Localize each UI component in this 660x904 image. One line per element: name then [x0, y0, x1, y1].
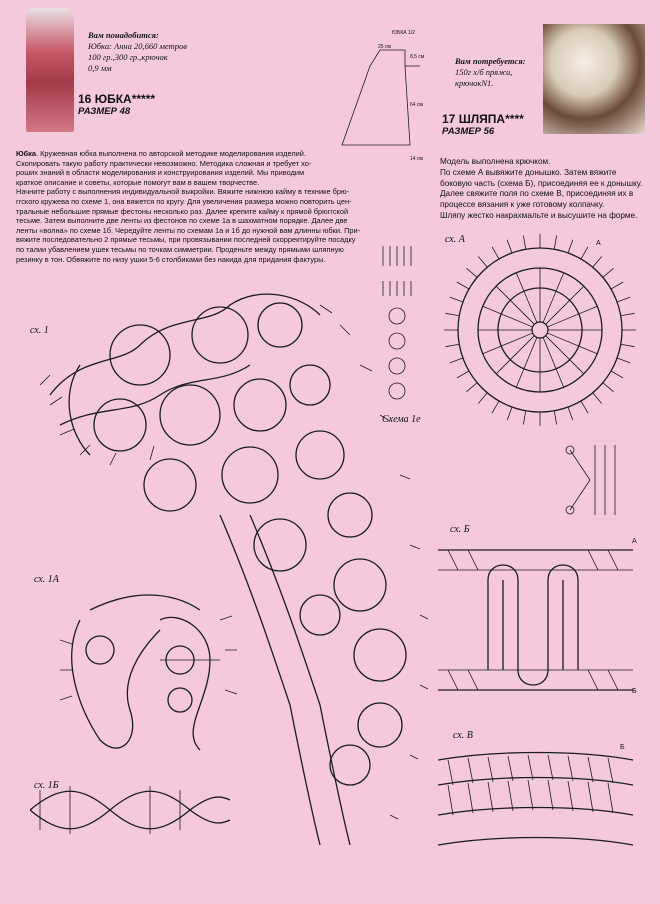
skirt-materials-line: 100 гр.,300 гр.,крючок — [88, 52, 168, 62]
text-line: резинку в тон. Обвяжите по низу ушки 5-6 столбиками без накида для придания фактуры. — [16, 254, 326, 264]
text-line: краткое описание и советы, которые помогут вам в вашем творчестве. — [16, 177, 260, 187]
hat-size: РАЗМЕР 56 — [442, 126, 495, 137]
ray-line — [450, 297, 463, 302]
ray-line — [554, 411, 556, 425]
spoke-line — [546, 286, 584, 324]
skirt-materials — [88, 30, 187, 74]
ray-line — [457, 282, 469, 289]
ray-line — [507, 240, 512, 253]
ray-line — [478, 256, 487, 267]
skirt-instructions-lead: Юбка — [16, 149, 36, 158]
spoke-line — [496, 286, 534, 324]
text-line: . Кружевная юбка выполнена по авторской методике моделирования изделий. — [36, 149, 306, 158]
text-line: тральные небольшие прямые фестоны несколько раз. Далее крепите кайму к прямой брюггской — [16, 206, 349, 216]
skirt-badge — [78, 92, 155, 117]
hat-instructions — [440, 157, 655, 222]
ray-line — [603, 383, 614, 392]
ray-line — [617, 297, 630, 302]
label-sx1e: Схема 1е — [382, 414, 421, 425]
pattern-dim: 25 см — [378, 44, 391, 50]
label-sx1B: сх. 1Б — [34, 780, 59, 791]
ray-line — [611, 371, 623, 378]
ray-line — [507, 407, 512, 420]
ray-line — [445, 344, 459, 346]
text-line: роших знаний в области моделирования и конструирования изделий. Мы приводим — [16, 168, 305, 178]
ray-line — [621, 344, 635, 346]
skirt-instructions — [16, 149, 426, 264]
text-line: ленты «волна» по схеме 1б. Чередуйте ленты по схемам 1а и 1б до нужной вам длинны юбки. При- — [16, 225, 361, 235]
text-line: Скопировать такую работу практически невозможно. Методика сложная и требует хо- — [16, 158, 312, 168]
spoke-line — [516, 337, 537, 387]
spoke-line — [543, 337, 564, 387]
hat-detail-fragment — [560, 440, 630, 520]
hat-diagram-b — [438, 540, 638, 710]
spoke-line — [483, 306, 533, 327]
ray-line — [593, 256, 602, 267]
hat-materials-line: крючокN1. — [455, 78, 494, 88]
ray-line — [568, 240, 573, 253]
ray-line — [492, 247, 499, 259]
ray-line — [611, 282, 623, 289]
ray-line — [445, 313, 459, 315]
hat-badge — [442, 112, 524, 137]
text-line: процессе вязания к уже готовому колпачку. — [440, 200, 605, 210]
ray-line — [523, 411, 525, 425]
lace-diagram-1a — [60, 590, 240, 760]
text-line: ггского кружева по схеме 1, она вяжется по кругу. Для увеличения размера можно повторить цен- — [16, 196, 352, 206]
ray-line — [593, 393, 602, 404]
ray-line — [581, 401, 588, 413]
skirt-title: ЮБКА — [94, 92, 132, 106]
skirt-materials-line: 0,9 мм — [88, 63, 112, 73]
ray-line — [603, 268, 614, 277]
spoke-line — [547, 333, 597, 354]
label-sx1A: сх. 1А — [34, 574, 59, 585]
hat-stars: **** — [505, 112, 524, 126]
ray-line — [523, 235, 525, 249]
mark-A: А — [632, 538, 637, 545]
hat-materials-heading: Вам потребуется: — [455, 56, 526, 66]
spoke-line — [483, 333, 533, 354]
spoke-line — [547, 306, 597, 327]
spoke-line — [496, 336, 534, 374]
text-line: Шляпу жестко накрахмальте и высушите на форме. — [440, 210, 638, 220]
lace-diagram-1 — [20, 285, 440, 865]
skirt-number: 16 — [78, 92, 92, 106]
skirt-materials-line: Юбка: Анна 20,660 метров — [88, 41, 187, 51]
label-sxA: сх. А — [445, 234, 465, 245]
ray-line — [466, 383, 477, 392]
hat-number: 17 — [442, 112, 456, 126]
mark-A: А — [596, 240, 601, 247]
lace-diagram-1b — [30, 780, 230, 840]
spoke-line — [546, 336, 584, 374]
hat-materials-line: 150г х/б пряжи, — [455, 67, 513, 77]
ray-line — [568, 407, 573, 420]
hat-photo — [543, 24, 645, 134]
mark-B: Б — [620, 744, 625, 751]
ray-line — [457, 371, 469, 378]
ray-line — [466, 268, 477, 277]
hat-materials — [455, 56, 526, 89]
pattern-dim: 14 см — [410, 156, 423, 162]
text-line: боковую часть (схема Б), присоединяя ее к донышку. — [440, 178, 643, 188]
text-line: Начните работу с выполнения индивидуальной выкройки. Вяжите нижнюю кайму в технике брю- — [16, 187, 349, 197]
ray-line — [621, 313, 635, 315]
text-line: по талии убавлением ушек тесьмы по точкам симметрии. Проденьте между прямыми шляпную — [16, 244, 344, 254]
mark-B: Б — [632, 688, 637, 695]
ray-line — [450, 358, 463, 363]
text-line: По схеме А вывяжите донышко. Затем вяжите — [440, 167, 617, 177]
ray-line — [478, 393, 487, 404]
ray-line — [581, 247, 588, 259]
ray-line — [554, 235, 556, 249]
skirt-materials-heading: Вам понадобится: — [88, 30, 159, 40]
spoke-line — [516, 273, 537, 323]
label-sxB: сх. Б — [450, 524, 470, 535]
pattern-dim: 8,5 см — [410, 54, 425, 60]
text-line: вяжите последовательно 2 прямые тесьмы, при провязывании последней скорректируйте посадку — [16, 235, 356, 245]
label-sx1: сх. 1 — [30, 325, 49, 336]
hat-diagram-a — [430, 230, 650, 430]
ray-line — [617, 358, 630, 363]
ray-line — [492, 401, 499, 413]
hat-title: ШЛЯПА — [458, 112, 506, 126]
text-line: тесьме. Затем выполните две ленты из фестонов по схеме 1а в шахматном порядке. Далее две — [16, 216, 348, 226]
lace-diagram-1e — [378, 236, 418, 404]
hat-diagram-v — [438, 745, 638, 855]
label-sxV: сх. В — [453, 730, 473, 741]
text-line: Далее свяжите поля по схеме В, присоединяя их в — [440, 189, 634, 199]
pattern-dim: 64 см — [410, 102, 423, 108]
pattern-title: ЮБКА 1/2 — [392, 30, 415, 36]
skirt-stars: ***** — [131, 92, 156, 106]
skirt-photo — [26, 8, 74, 132]
text-line: Модель выполнена крючком. — [440, 157, 551, 166]
skirt-size: РАЗМЕР 48 — [78, 106, 131, 117]
spoke-line — [543, 273, 564, 323]
